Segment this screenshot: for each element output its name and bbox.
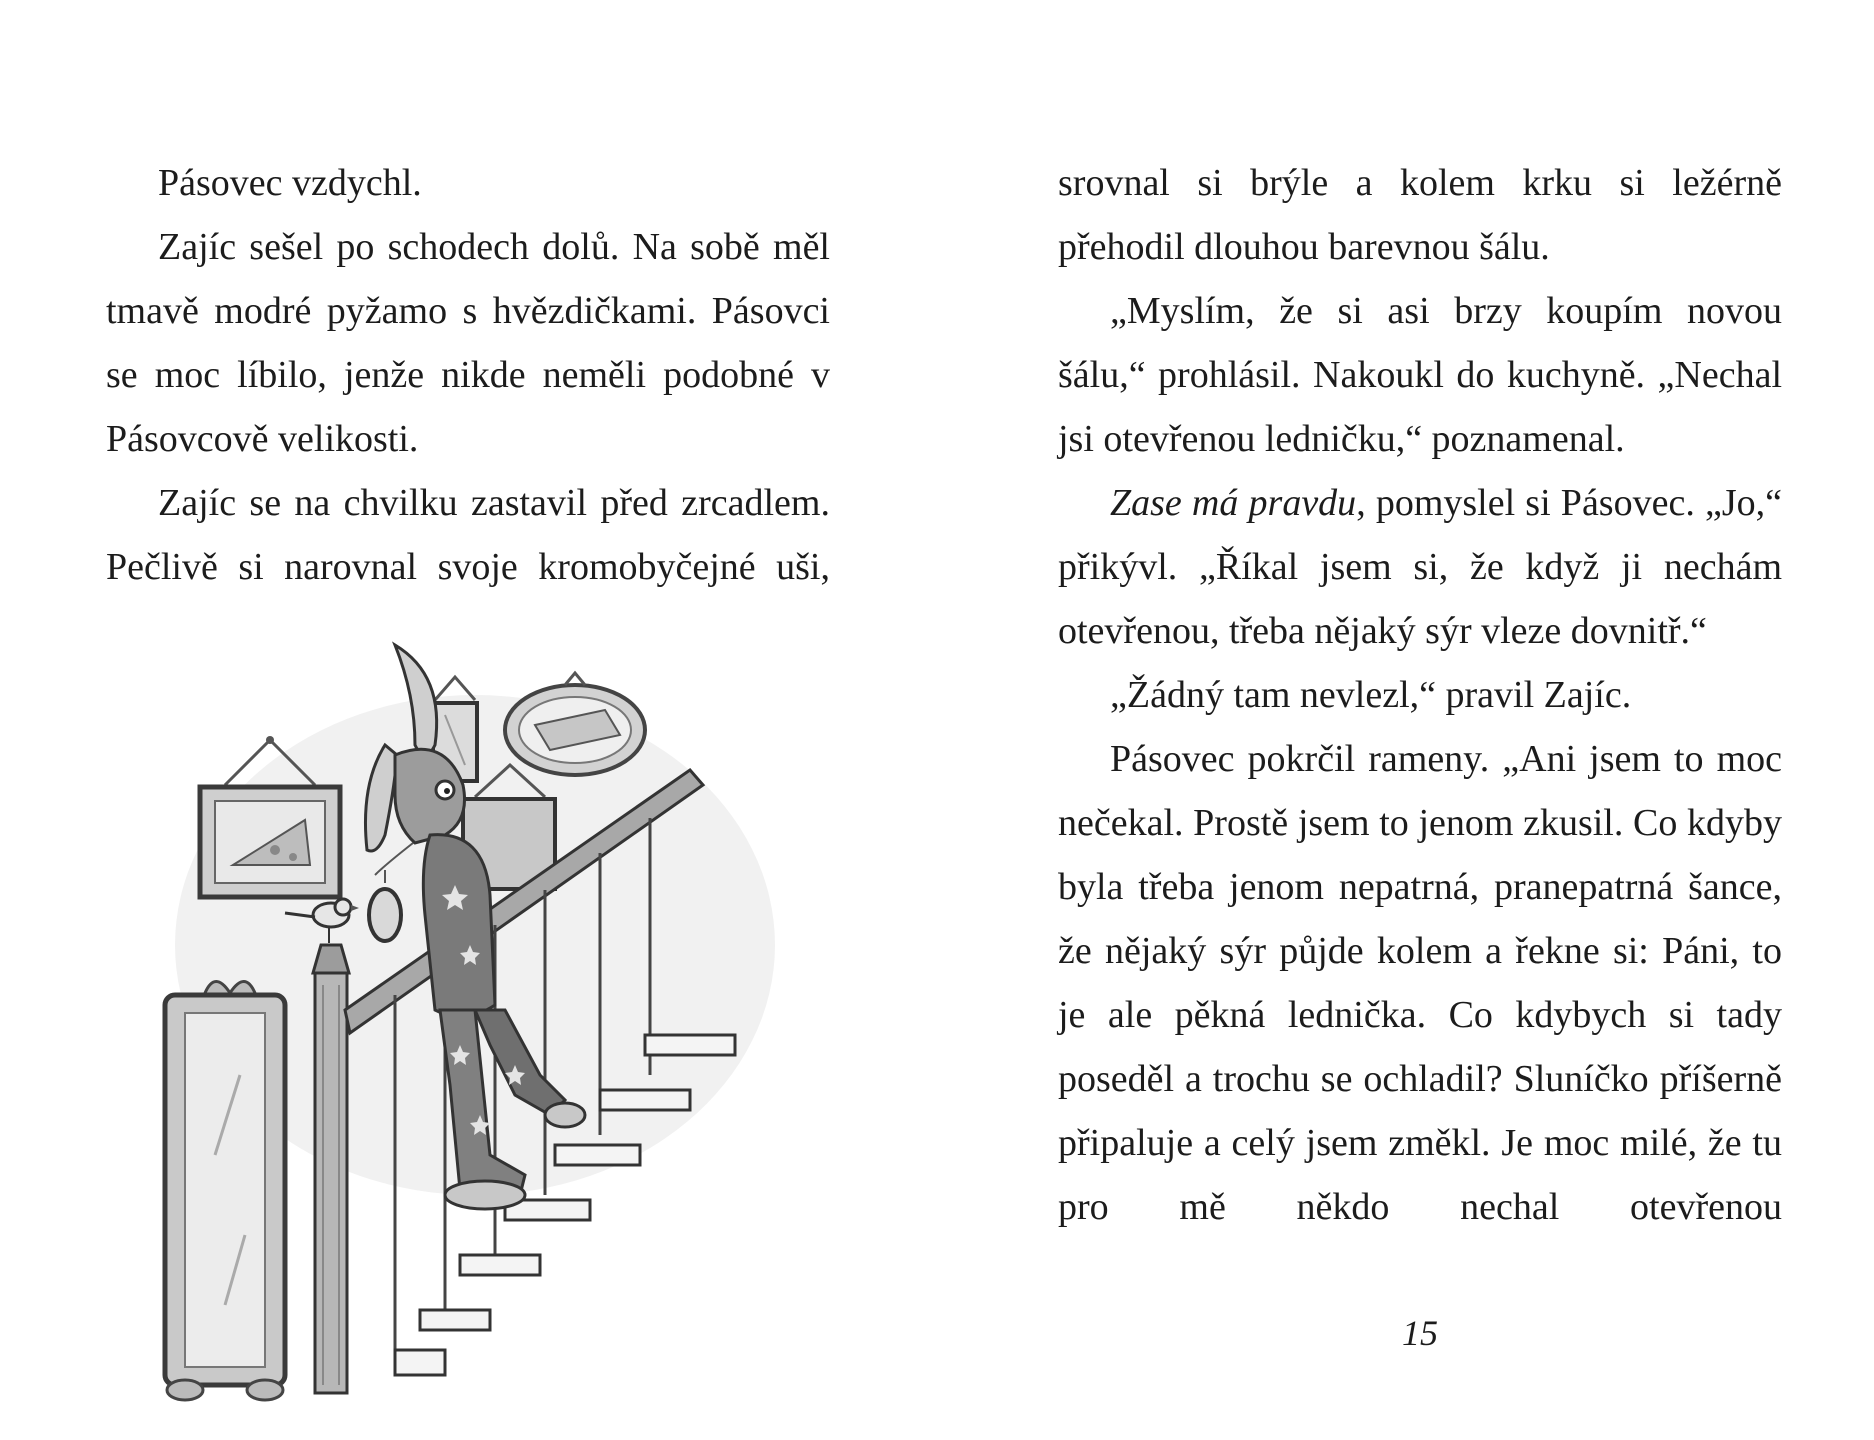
right-text-column [1058,151,1782,1239]
newel-post [313,945,349,1393]
right-page [937,0,1874,1440]
paragraph-text: , pomyslel si Pásovec. „Jo,“ přikývl. „Říkal jsem si, že když ji nechám otevřenou, třeba nějaký sýr vleze dovnitř.“ [1058,482,1782,652]
paragraph: „Myslím, že si asi brzy koupím novou šálu,“ prohlásil. Nakoukl do kuchyně. „Nechal jsi otevřenou ledničku,“ poznamenal. [1058,290,1782,460]
paragraph [1058,471,1782,663]
paragraph: Pásovec vzdychl. [158,162,422,204]
paragraph: Pásovec pokrčil rameny. „Ani jsem to moc nečekal. Prostě jsem to jenom zkusil. Co kdyby byla třeba jenom nepatrná, pranepatrná šance, že nějaký sýr půjde kolem a řekne si: Páni, to je ale pěkná lednička. Co kdybych si tady poseděl a trochu se ochladil? Sluníčko příšerně připaluje a celý jsem změkl. Je moc milé, že tu pro mě někdo nechal otevřenou [1058,738,1782,1228]
oval-frame-sandwich [505,673,645,775]
paragraph-continuation: srovnal si brýle a kolem krku si ležérně přehodil dlouhou barevnou šálu. [1058,162,1782,268]
italic-thought: Zase má pravdu [1110,482,1357,524]
paragraph: Zajíc se na chvilku zastavil před zrcadlem. Pečlivě si narovnal svoje kromobyčejné uši, [106,482,830,588]
paragraph: Zajíc sešel po schodech dolů. Na sobě měl tmavě modré pyžamo s hvězdičkami. Pásovci se moc líbilo, jenže nikde neměli podobné v Pásovcově velikosti. [106,226,830,460]
illustration-rabbit-on-stairs [145,615,835,1405]
illustration-drawing [145,615,835,1405]
left-text-column [106,151,830,599]
paragraph: „Žádný tam nevlezl,“ pravil Zajíc. [1110,674,1632,716]
page-number: 15 [1402,1313,1438,1353]
standing-mirror [165,982,285,1401]
